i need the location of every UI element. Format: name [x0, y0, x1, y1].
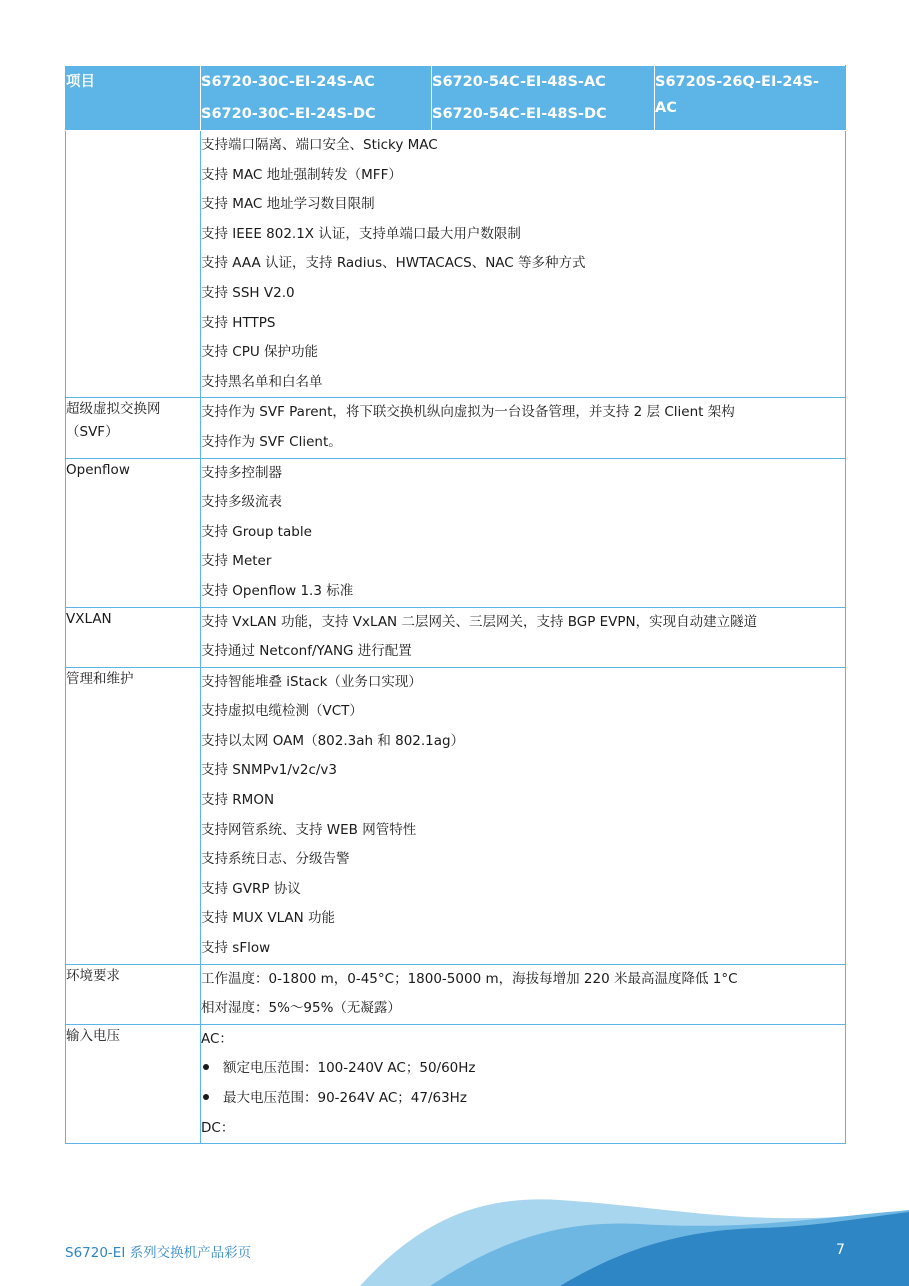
table-row-input-voltage — [66, 1024, 846, 1143]
feature-line: 相对湿度：5%～95%（无凝露） — [201, 1000, 401, 1017]
feature-line: 支持黑名单和白名单 — [201, 373, 323, 390]
row-values — [201, 607, 846, 667]
header-model-line: S6720-30C-EI-24S-AC — [201, 74, 375, 90]
spec-table — [65, 65, 846, 1144]
table-row-vxlan — [66, 607, 846, 667]
feature-line: 支持 HTTPS — [201, 314, 276, 331]
table-row-svf — [66, 398, 846, 458]
bullet-icon — [203, 1064, 209, 1070]
feature-line: 工作温度：0-1800 m，0-45°C；1800-5000 m，海拔每增加 220 米最高温度降低 1°C — [201, 970, 738, 987]
row-values — [201, 1024, 846, 1143]
feature-line: 支持作为 SVF Client。 — [201, 433, 342, 450]
page-number: 7 — [836, 1242, 845, 1258]
feature-line: 支持 SSH V2.0 — [201, 284, 295, 301]
header-model-line: S6720-54C-EI-48S-DC — [432, 106, 607, 122]
feature-line: 支持 MUX VLAN 功能 — [201, 910, 336, 927]
header-model-54c — [432, 66, 655, 131]
ac-title: AC： — [201, 1030, 233, 1047]
table-header-row — [66, 66, 846, 131]
feature-line: 支持 IEEE 802.1X 认证，支持单端口最大用户数限制 — [201, 225, 521, 242]
feature-line: 支持端口隔离、端口安全、Sticky MAC — [201, 137, 438, 153]
feature-line: 支持多控制器 — [201, 464, 282, 481]
feature-line: 支持智能堆叠 iStack（业务口实现） — [201, 673, 422, 690]
feature-line: 支持虚拟电缆检测（VCT） — [201, 703, 363, 720]
row-values — [201, 458, 846, 607]
feature-line: 支持网管系统、支持 WEB 网管特性 — [201, 821, 417, 838]
feature-line: 支持 Openflow 1.3 标准 — [201, 582, 354, 599]
footer-wave-decoration — [0, 1190, 909, 1286]
feature-line: 支持以太网 OAM（802.3ah 和 802.1ag） — [201, 732, 465, 749]
row-label: 输入电压 — [66, 1024, 201, 1143]
feature-line: 支持 RMON — [201, 792, 275, 809]
row-values — [201, 667, 846, 964]
feature-line: 支持多级流表 — [201, 494, 282, 511]
row-values — [201, 131, 846, 398]
header-model-line: AC — [655, 100, 677, 116]
feature-line: 支持 Meter — [201, 553, 272, 570]
row-label: 超级虚拟交换网 （SVF） — [66, 398, 201, 458]
bullet-icon — [203, 1094, 209, 1100]
feature-line: 支持 CPU 保护功能 — [201, 344, 319, 361]
feature-line: 支持 VxLAN 功能，支持 VxLAN 二层网关、三层网关，支持 BGP EVPN，实现自动建立隧道 — [201, 613, 758, 630]
header-model-30c — [201, 66, 432, 131]
feature-line: 支持通过 Netconf/YANG 进行配置 — [201, 643, 412, 660]
feature-line: 支持 SNMPv1/v2c/v3 — [201, 762, 338, 779]
footer-title: S6720-EI 系列交换机产品彩页 — [65, 1245, 252, 1261]
header-model-line: S6720-54C-EI-48S-AC — [432, 74, 606, 90]
feature-line: 支持 MAC 地址学习数目限制 — [201, 196, 375, 213]
row-label — [66, 131, 201, 398]
row-label: VXLAN — [66, 607, 201, 667]
header-item: 项目 — [66, 66, 201, 131]
header-model-26q — [655, 66, 846, 131]
row-values — [201, 398, 846, 458]
table-row-security — [66, 131, 846, 398]
row-label: 管理和维护 — [66, 667, 201, 964]
feature-line: 支持 AAA 认证，支持 Radius、HWTACACS、NAC 等多种方式 — [201, 255, 586, 272]
feature-line: 支持 Group table — [201, 523, 312, 540]
row-values — [201, 964, 846, 1024]
table-row-management — [66, 667, 846, 964]
table-row-openflow — [66, 458, 846, 607]
row-label: 环境要求 — [66, 964, 201, 1024]
header-model-line: S6720S-26Q-EI-24S- — [655, 74, 820, 90]
bullet-item: 额定电压范围：100-240V AC；50/60Hz — [201, 1054, 845, 1084]
feature-line: 支持 GVRP 协议 — [201, 880, 301, 897]
feature-line: 支持 MAC 地址强制转发（MFF） — [201, 166, 402, 183]
feature-line: 支持 sFlow — [201, 940, 271, 957]
table-row-environment — [66, 964, 846, 1024]
header-model-line: S6720-30C-EI-24S-DC — [201, 106, 376, 122]
row-label: Openflow — [66, 458, 201, 607]
dc-title: DC： — [201, 1119, 235, 1136]
feature-line: 支持作为 SVF Parent，将下联交换机纵向虚拟为一台设备管理，并支持 2 层 Client 架构 — [201, 404, 735, 421]
feature-line: 支持系统日志、分级告警 — [201, 851, 350, 868]
bullet-item: 最大电压范围：90-264V AC；47/63Hz — [201, 1084, 845, 1114]
